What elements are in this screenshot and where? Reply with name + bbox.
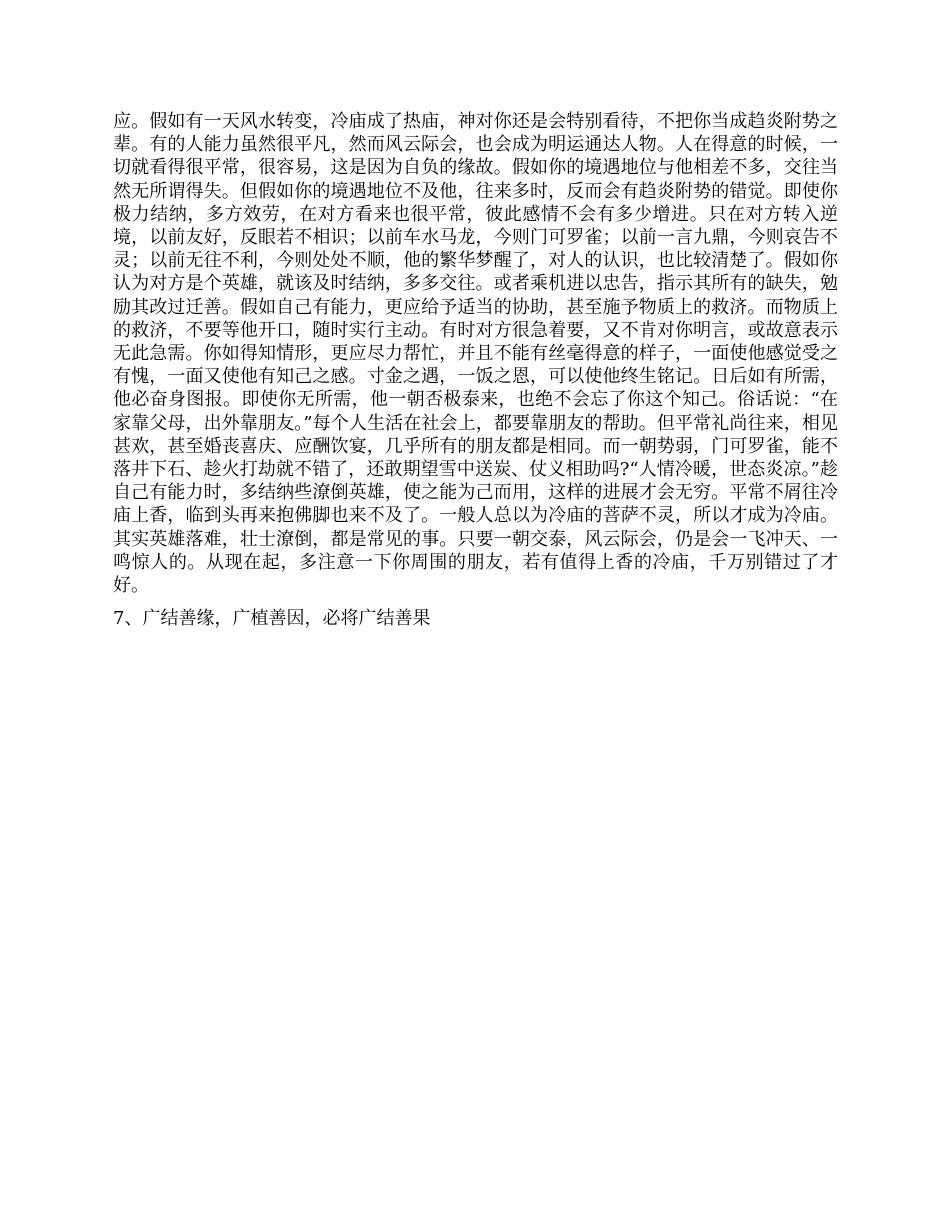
document-content: [113, 110, 838, 630]
body-paragraph: 应。假如有一天风水转变，冷庙成了热庙，神对你还是会特别看待，不把你当成趋炎附势之辈。有的人能力虽然很平凡，然而风云际会，也会成为明运通达人物。人在得意的时候，一切就看得很平常，很容易，这是因为自负的缘故。假如你的境遇地位与他相差不多，交往当然无所谓得失。但假如你的境遇地位不及他，往来多时，反而会有趋炎附势的错觉。即使你极力结纳，多方效劳，在对方看来也很平常，彼此感情不会有多少增进。只在对方转入逆境，以前友好，反眼若不相识；以前车水马龙，今则门可罗雀；以前一言九鼎，今则哀告不灵；以前无往不利，今则处处不顺，他的繁华梦醒了，对人的认识，也比较清楚了。假如你认为对方是个英雄，就该及时结纳，多多交往。或者乘机进以忠告，指示其所有的缺失，勉励其改过迁善。假如自己有能力，更应给予适当的协助，甚至施予物质上的救济。而物质上的救济，不要等他开口，随时实行主动。有时对方很急着要，又不肯对你明言，或故意表示无此急需。你如得知情形，更应尽力帮忙，并且不能有丝毫得意的样子，一面使他感觉受之有愧，一面又使他有知己之感。寸金之遇，一饭之恩，可以使他终生铭记。日后如有所需，他必奋身图报。即使你无所需，他一朝否极泰来，也绝不会忘了你这个知己。俗话说：“在家靠父母，出外靠朋友。”每个人生活在社会上，都要靠朋友的帮助。但平常礼尚往来，相见甚欢，甚至婚丧喜庆、应酬饮宴，几乎所有的朋友都是相同。而一朝势弱，门可罗雀，能不落井下石、趁火打劫就不错了，还敢期望雪中送炭、仗义相助吗?“人情冷暖，世态炎凉。”趁自己有能力时，多结纳些潦倒英雄，使之能为己而用，这样的进展才会无穷。平常不屑往冷庙上香，临到头再来抱佛脚也来不及了。一般人总以为冷庙的菩萨不灵，所以才成为冷庙。其实英雄落难，壮士潦倒，都是常见的事。只要一朝交泰，风云际会，仍是会一飞冲天、一鸣惊人的。从现在起，多注意一下你周围的朋友，若有值得上香的冷庙，千万别错过了才好。: [113, 111, 838, 597]
section-heading: 7、广结善缘，广植善因，必将广结善果: [113, 608, 431, 630]
